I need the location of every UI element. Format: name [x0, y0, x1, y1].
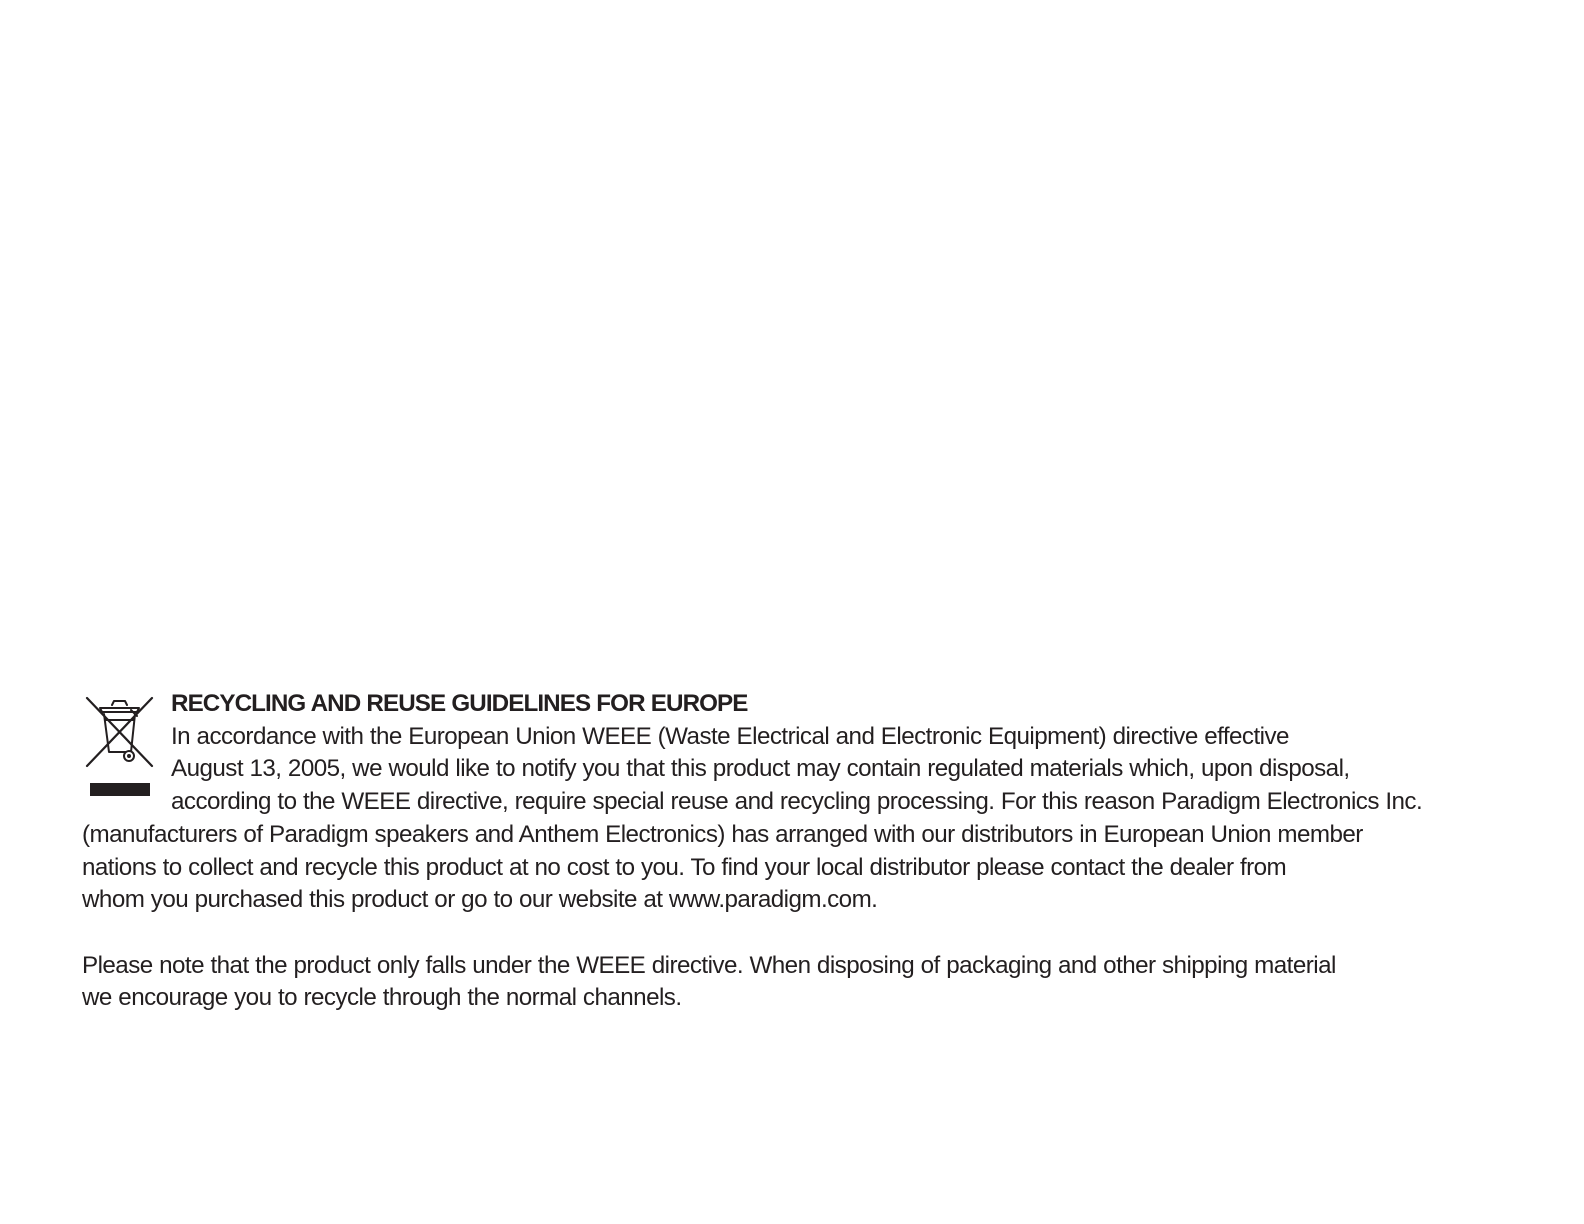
- paragraph-line: whom you purchased this product or go to our website at www.paradigm.com.: [82, 886, 878, 914]
- paragraph-line: (manufacturers of Paradigm speakers and Anthem Electronics) has arranged with our distributors in European Union member: [82, 820, 1363, 848]
- paragraph-line: Please note that the product only falls under the WEEE directive. When disposing of packaging and other shipping material: [82, 951, 1336, 979]
- paragraph-line: according to the WEEE directive, require special reuse and recycling processing. For this reason Paradigm Electronics Inc.: [171, 788, 1423, 816]
- weee-notice: [82, 688, 1502, 1015]
- weee-bin-icon: [85, 696, 155, 800]
- paragraph-line: we encourage you to recycle through the normal channels.: [82, 984, 682, 1012]
- paragraph-line: In accordance with the European Union WEEE (Waste Electrical and Electronic Equipment) directive effective: [171, 722, 1289, 750]
- packaging-paragraph: [82, 950, 1502, 1015]
- paragraph-line: August 13, 2005, we would like to notify you that this product may contain regulated materials which, upon disposal,: [171, 755, 1350, 783]
- paragraph-line: nations to collect and recycle this product at no cost to you. To find your local distributor please contact the dealer from: [82, 853, 1287, 881]
- notice-heading: RECYCLING AND REUSE GUIDELINES FOR EUROPE: [171, 690, 748, 717]
